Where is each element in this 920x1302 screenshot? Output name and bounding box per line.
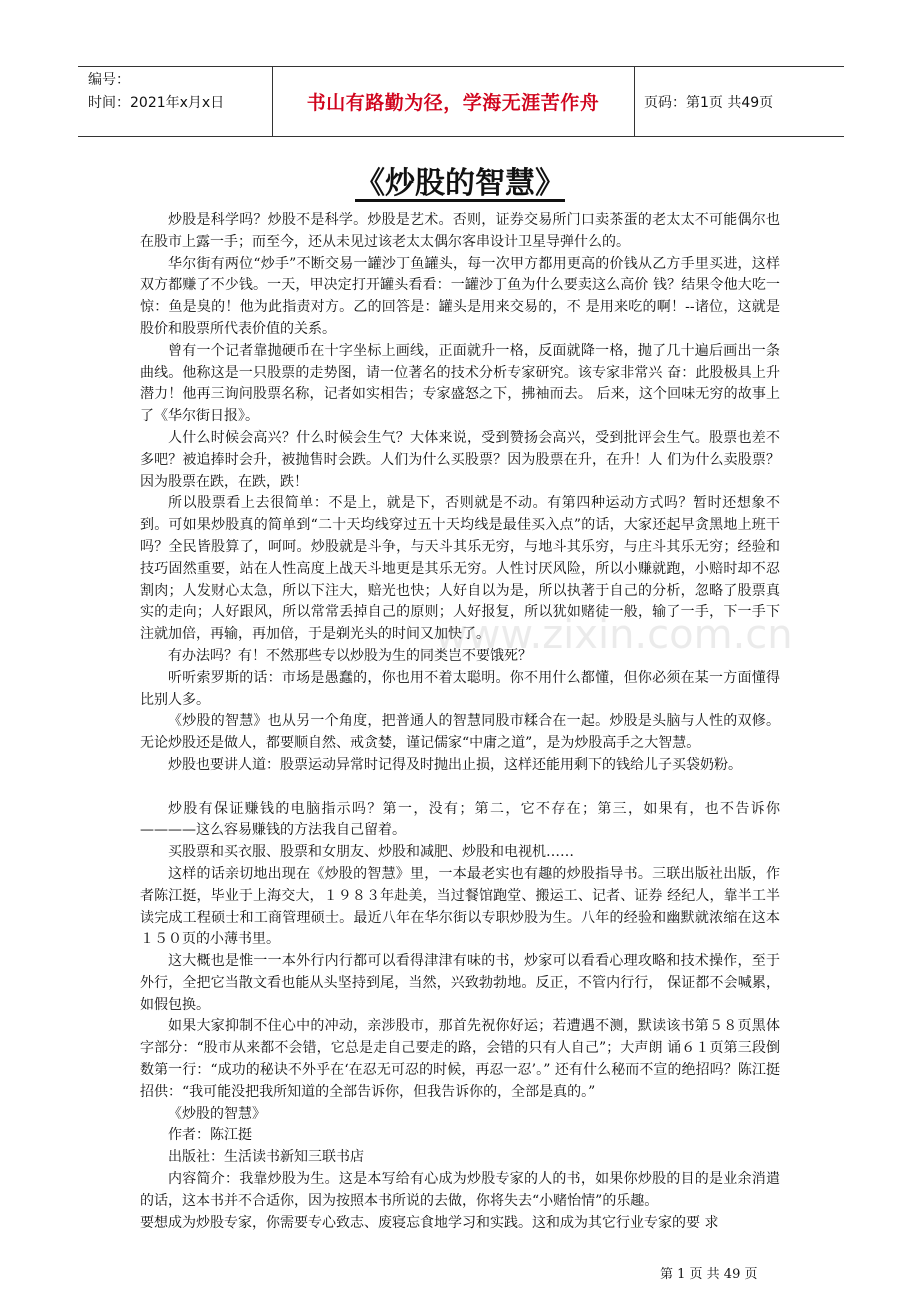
watermark: www.zixin.com.cn <box>435 612 793 658</box>
paragraph: 要想成为炒股专家，你需要专心致志、废寝忘食地学习和实践。这和成为其它行业专家的要 求 <box>140 1214 719 1231</box>
document-date: 时间：2021年x月x日 <box>88 95 225 111</box>
book-title-line: 《炒股的智慧》 <box>168 1105 266 1122</box>
page-header <box>78 66 844 137</box>
book-summary: 内容简介：我靠炒股为生。这是本写给有心成为炒股专家的人的书，如果你炒股的目的是业余消遣的话，这本书并不合适你，因为按照本书所说的去做，你将失去“小赌怡情”的乐趣。 <box>140 1171 780 1209</box>
paragraph: 人什么时候会高兴？什么时候会生气？大体来说，受到赞扬会高兴，受到批评会生气。股票也差不多吧？被追捧时会升，被抛售时会跌。人们为什么买股票？因为股票在升，在升！人 们为什么卖股票？因为股票在跌，在跌，跌！ <box>140 429 780 490</box>
paragraph: 这大概也是惟一一本外行内行都可以看得津津有味的书，炒家可以看看心理攻略和技术操作，至于外行，全把它当散文看也能从头坚持到尾，当然，兴致勃勃地。反正，不管内行行， 保证都不会喊累，如假包换。 <box>140 953 780 1013</box>
paragraph: 如果大家抑制不住心中的冲动，亲涉股市，那首先祝你好运；若遭遇不测，默读该书第５８页黑体字部分：“股市从来都不会错，它总是走自己要走的路，会错的只有人自己”；大声朗 诵６１页第三段倒数第一行：“成功的秘诀不外乎在‘在忍无可忍的时候，再忍一忍’。” 还有什么秘而不宣的绝招吗？陈江挺招供：“我可能没把我所知道的全部告诉你，但我告诉你的，全部是真的。” <box>140 1018 780 1100</box>
paragraph: 《炒股的智慧》也从另一个角度，把普通人的智慧同股市糅合在一起。炒股是头脑与人性的双修。无论炒股还是做人，都要顺自然、戒贪婪，谨记儒家“中庸之道”，是为炒股高手之大智慧。 <box>140 713 780 752</box>
paragraph: 曾有一个记者靠抛硬币在十字坐标上画线，正面就升一格，反面就降一格，抛了几十遍后画出一条曲线。他称这是一只股票的走势图，请一位著名的技术分析专家研究。该专家非常兴 奋：此股极具上升潜力！他再三询问股票名称，记者如实相告；专家盛怒之下，拂袖而去。 后来，这个回味无穷的故事上了《华尔街日报》。 <box>140 342 780 425</box>
paragraph: 炒股也要讲人道：股票运动异常时记得及时抛出止损，这样还能用剩下的钱给儿子买袋奶粉。 <box>168 756 742 773</box>
book-author-line: 作者：陈江挺 <box>168 1127 252 1144</box>
paragraph: 炒股是科学吗？炒股不是科学。炒股是艺术。否则，证券交易所门口卖茶蛋的老太太不可能偶尔也在股市上露一手；而至今，还从未见过该老太太偶尔客串设计卫星导弹什么的。 <box>140 212 780 250</box>
document-title-wrap <box>0 158 920 202</box>
header-meta <box>78 67 273 136</box>
paragraph: 听听索罗斯的话：市场是愚蠢的，你也用不着太聪明。你不用什么都懂，但你必须在某一方面懂得比别人多。 <box>140 669 780 708</box>
paragraph: 有办法吗？有！不然那些专以炒股为生的同类岂不要饿死？ <box>168 647 532 664</box>
document-body <box>140 210 780 1234</box>
header-motto: 书山有路勤为径，学海无涯苦作舟 <box>306 92 600 114</box>
paragraph: 炒股有保证赚钱的电脑指示吗？第一，没有；第二，它不存在；第三，如果有，也不告诉你————这么容易赚钱的方法我自己留着。 <box>140 800 780 839</box>
header-page-number: 页码：第1页 共49页 <box>644 94 774 111</box>
book-publisher-line: 出版社：生活读书新知三联书店 <box>168 1149 364 1166</box>
paragraph: 华尔街有两位“炒手”不断交易一罐沙丁鱼罐头，每一次甲方都用更高的价钱从乙方手里买进，这样双方都赚了不少钱。一天，甲决定打开罐头看看：一罐沙丁鱼为什么要卖这么高价 钱？结果令他大吃一惊：鱼是臭的！他为此指责对方。乙的回答是：罐头是用来交易的，不 是用来吃的啊！--诸位，这就是股价和股票所代表价值的关系。 <box>140 255 780 337</box>
paragraph: 买股票和买衣服、股票和女朋友、炒股和减肥、炒股和电视机…… <box>168 844 574 861</box>
paragraph: 这样的话亲切地出现在《炒股的智慧》里，一本最老实也有趣的炒股指导书。三联出版社出版，作者陈江挺，毕业于上海交大，１９８３年赴美，当过餐馆跑堂、搬运工、记者、证券 经纪人，靠半工半读完成工程硕士和工商管理硕士。最近八年在华尔街以专职炒股为生。八年的经验和幽默就浓缩在这本１５０页的小薄书里。 <box>140 865 780 948</box>
header-motto-cell <box>272 67 635 136</box>
page-footer: 第 1 页 共 49 页 <box>660 1267 758 1282</box>
paragraph: 所以股票看上去很简单：不是上，就是下，否则就是不动。有第四种运动方式吗？暂时还想象不到。可如果炒股真的简单到“二十天均线穿过五十天均线是最佳买入点”的话，大家还起早贪黑地上班干吗？全民皆股算了，呵呵。炒股就是斗争，与天斗其乐无穷，与地斗其乐穷，与庄斗其乐无穷；经验和技巧固然重要，站在人性高度上战天斗地更是其乐无穷。人性讨厌风险，所以小赚就跑，小赔时却不忍割肉；人发财心太急，所以下注大，赔光也快；人好自以为是，所以执著于自己的分析，忽略了股票真实的走向；人好跟风，所以常常丢掉自己的原则；人好报复，所以犹如赌徒一般，输了一手，下一手下注就加倍，再输，再加倍，于是剃光头的时间又加快了。 <box>140 495 780 643</box>
document-number-label: 编号： <box>88 72 130 88</box>
document-title: 《炒股的智慧》 <box>355 166 565 201</box>
